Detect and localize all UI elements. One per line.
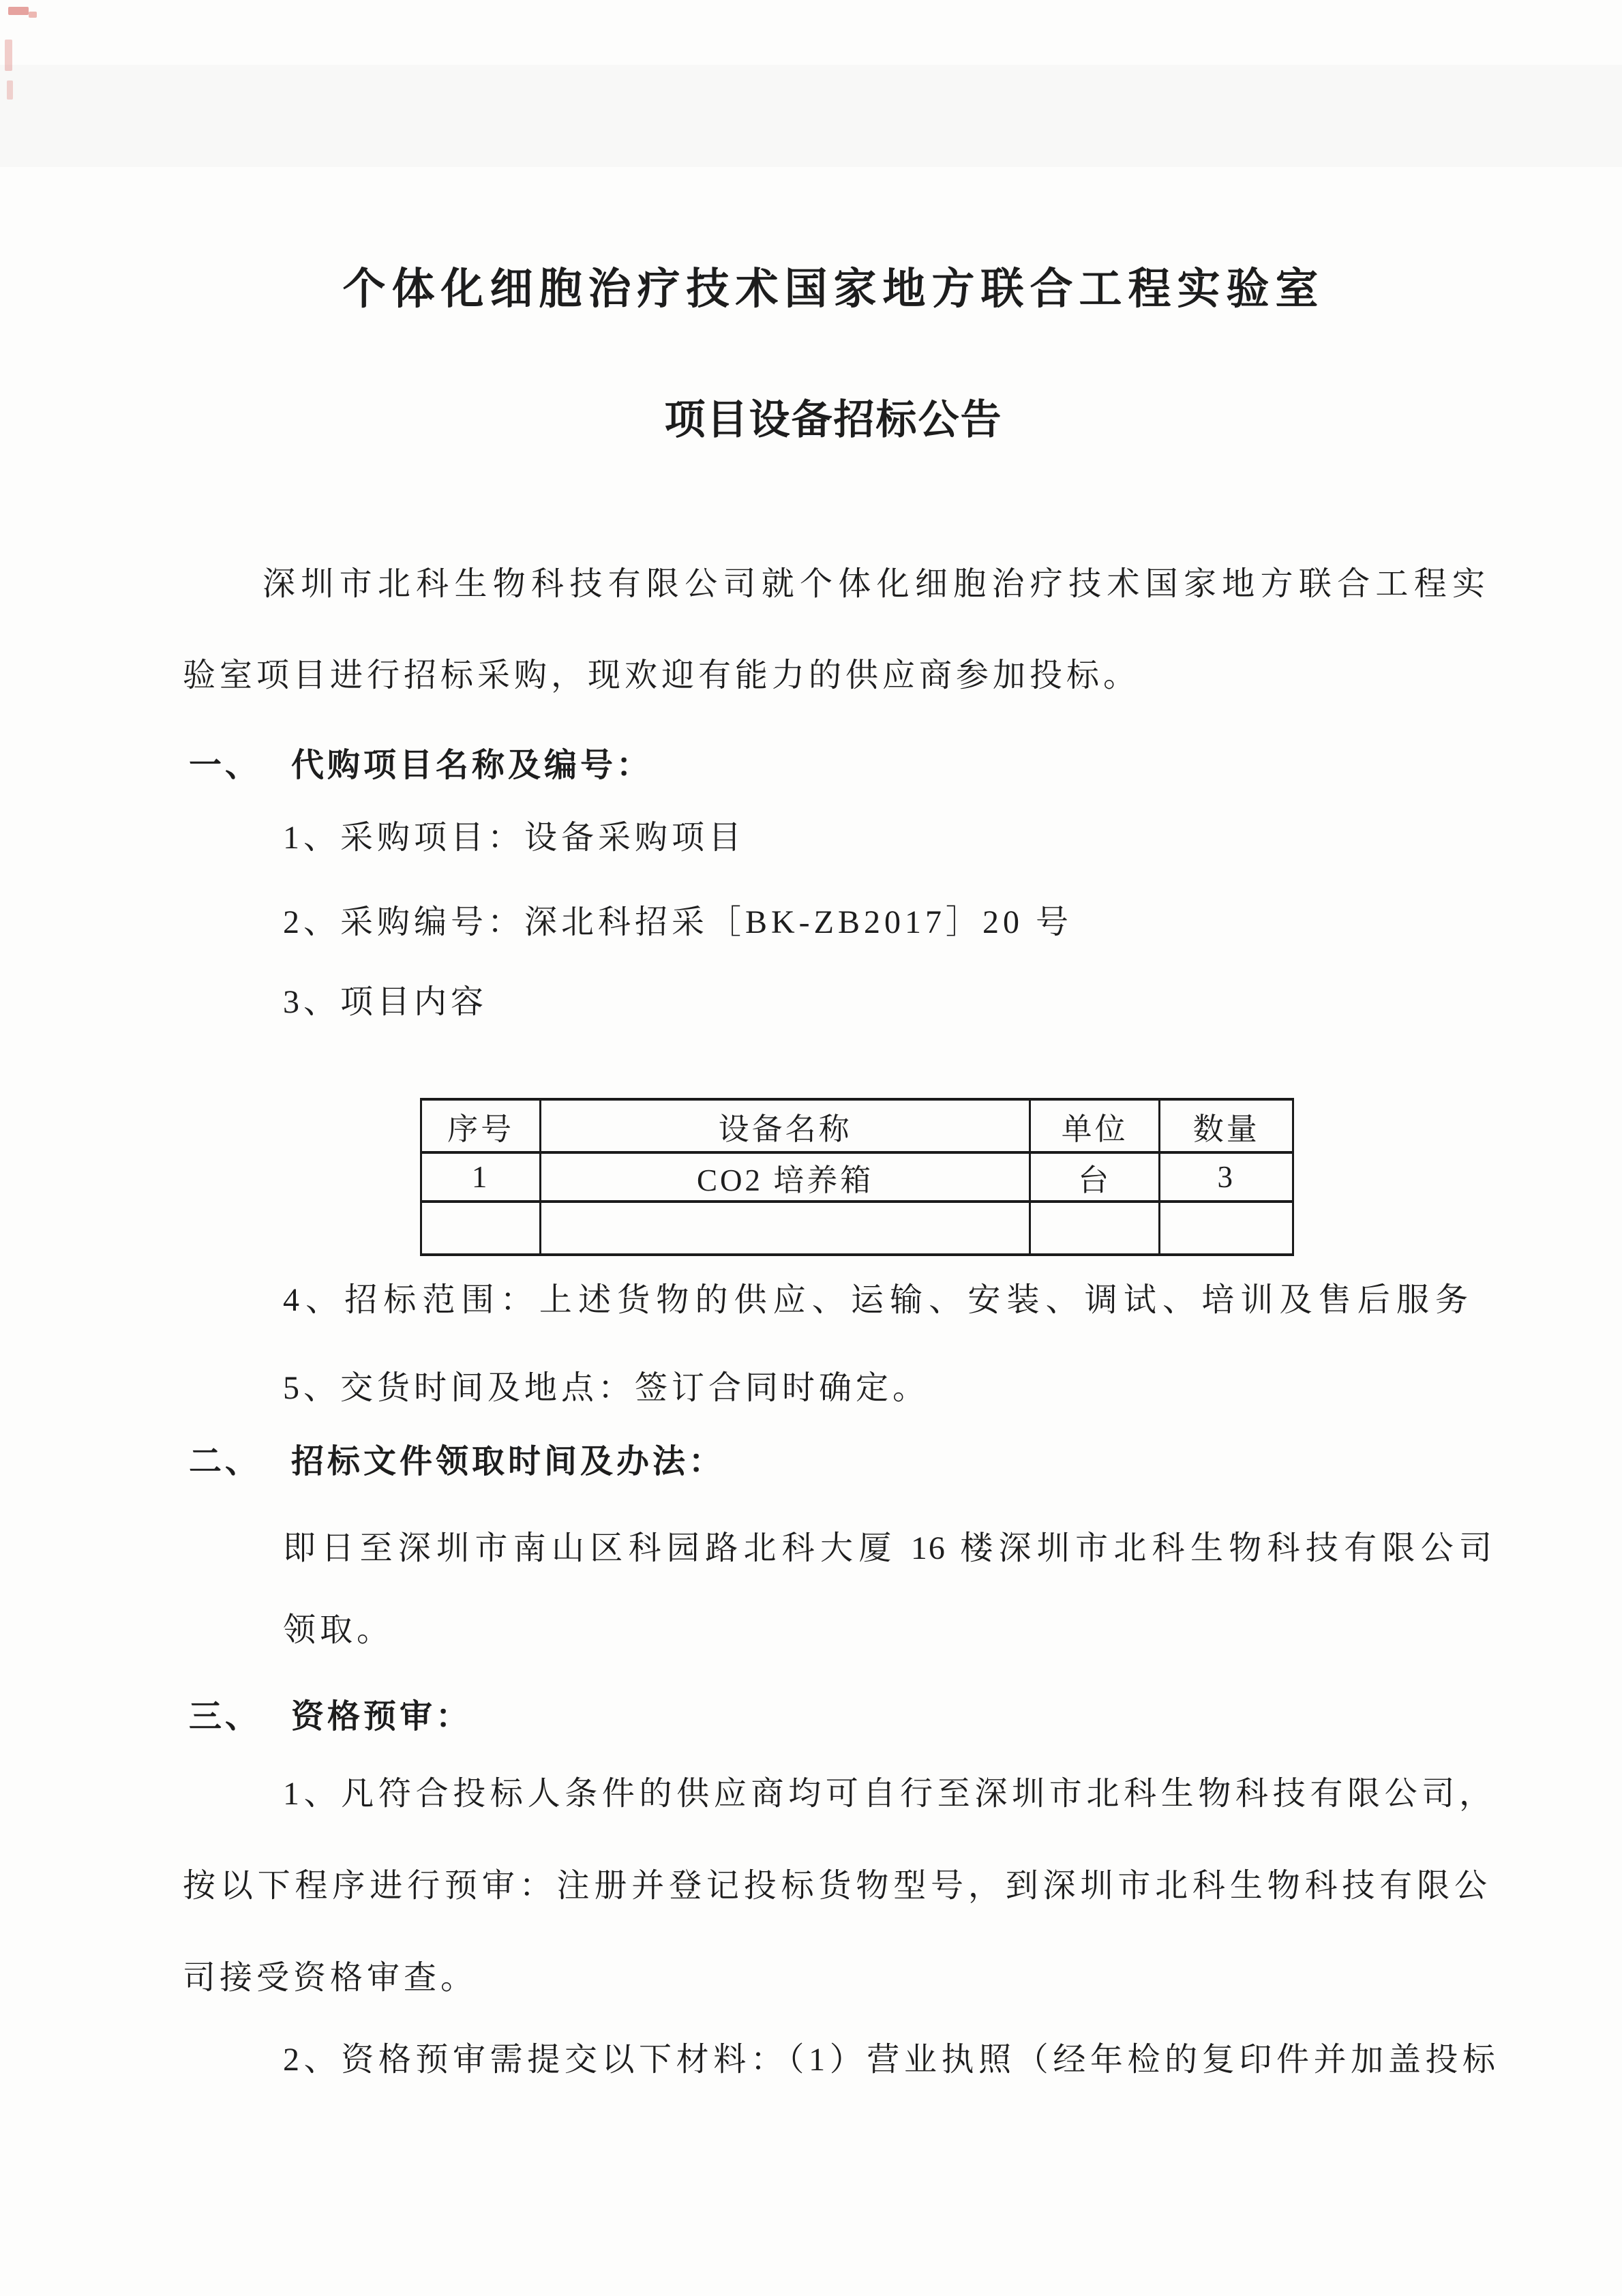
document-title-line2: 项目设备招标公告	[664, 398, 1003, 443]
header-cell-name: 设备名称	[541, 1099, 1030, 1152]
section3-item1-line3: 司接受资格审查。	[183, 1960, 478, 1996]
cell-qty: 3	[1160, 1152, 1293, 1202]
section3-number: 三、	[189, 1699, 262, 1735]
section1-item3: 3、项目内容	[283, 984, 488, 1020]
intro-line-1: 深圳市北科生物科技有限公司就个体化细胞治疗技术国家地方联合工程实	[262, 566, 1486, 602]
table-row	[421, 1152, 1293, 1202]
equipment-table	[420, 1098, 1294, 1256]
section2-body-line1: 即日至深圳市南山区科园路北科大厦 16 楼深圳市北科生物科技有限公司	[283, 1530, 1493, 1566]
header-cell-seq: 序号	[421, 1099, 541, 1152]
document-title-line1: 个体化细胞治疗技术国家地方联合工程实验室	[342, 265, 1325, 313]
header-cell-unit: 单位	[1030, 1099, 1159, 1152]
section2-heading	[189, 1437, 725, 1487]
section1-item4: 4、招标范围：上述货物的供应、运输、安装、调试、培训及售后服务	[283, 1282, 1469, 1318]
section1-heading	[189, 741, 652, 791]
section3-item1-line1: 1、凡符合投标人条件的供应商均可自行至深圳市北科生物科技有限公司，	[283, 1776, 1493, 1812]
cell-seq	[421, 1202, 541, 1255]
scan-artifact	[29, 12, 37, 18]
section2-number: 二、	[189, 1444, 262, 1480]
scan-artifact	[5, 40, 12, 71]
section2-body-line2: 领取。	[283, 1612, 394, 1648]
section1-number: 一、	[189, 747, 262, 784]
section3-heading	[189, 1692, 472, 1742]
scan-artifact	[7, 80, 13, 100]
scan-noise-band	[0, 65, 1622, 167]
cell-name	[541, 1202, 1030, 1255]
table-row	[421, 1202, 1293, 1255]
section3-item2-line1: 2、资格预审需提交以下材料：（1）营业执照（经年检的复印件并加盖投标	[283, 2042, 1497, 2078]
section1-item2: 2、采购编号：深北科招采［BK-ZB2017］20 号	[283, 904, 1073, 940]
cell-qty	[1160, 1202, 1293, 1255]
section3-heading-text: 资格预审：	[291, 1699, 472, 1735]
scan-artifact	[8, 7, 29, 15]
section1-heading-text: 代购项目名称及编号：	[291, 747, 653, 784]
header-cell-qty: 数量	[1160, 1099, 1293, 1152]
section1-item5: 5、交货时间及地点：签订合同时确定。	[283, 1370, 930, 1406]
equipment-table-header-row	[421, 1099, 1293, 1152]
cell-name: CO2 培养箱	[541, 1152, 1030, 1202]
cell-seq: 1	[421, 1152, 541, 1202]
section2-heading-text: 招标文件领取时间及办法：	[291, 1444, 725, 1480]
cell-unit: 台	[1030, 1152, 1159, 1202]
section1-item1: 1、采购项目：设备采购项目	[283, 820, 746, 856]
section3-item1-line2: 按以下程序进行预审：注册并登记投标货物型号，到深圳市北科生物科技有限公	[183, 1868, 1488, 1904]
cell-unit	[1030, 1202, 1159, 1255]
intro-line-2: 验室项目进行招标采购，现欢迎有能力的供应商参加投标。	[183, 657, 1141, 694]
